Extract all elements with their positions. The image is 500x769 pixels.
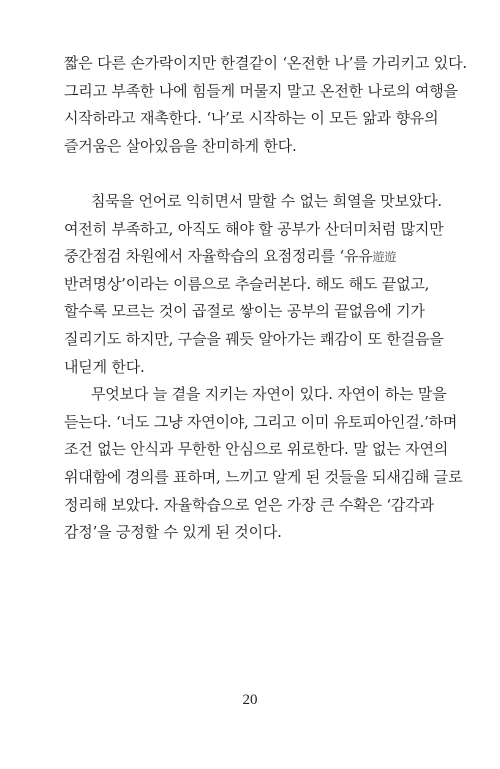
paragraph-3 [64, 381, 463, 547]
text-line: 무엇보다 늘 곁을 지키는 자연이 있다. 자연이 하는 말을 [91, 385, 447, 404]
text-line: 짧은 다른 손가락이지만 한결같이 ‘온전한 나’를 가리키고 있다. [64, 54, 467, 72]
text-line: 할수록 모르는 것이 곱절로 쌓이는 공부의 끝없음에 기가 [64, 302, 425, 321]
text-line: 내딛게 한다. [64, 357, 145, 376]
text-line: 침묵을 언어로 익히면서 말할 수 없는 희열을 맛보았다. [91, 191, 442, 210]
text-line: 위대함에 경의를 표하며, 느끼고 알게 된 것들을 되새김해 글로 [64, 467, 463, 486]
text-line [64, 243, 436, 271]
text-line: 그리고 부족한 나에 힘들게 머물지 말고 온전한 나로의 여행을 [64, 81, 458, 100]
text-line: 감정’을 긍정할 수 있게 된 것이다. [64, 523, 282, 542]
text-line: 반려명상’이라는 이름으로 추슬러본다. 해도 해도 끝없고, [64, 274, 430, 293]
paragraph-1 [64, 50, 467, 160]
text-line: 정리해 보았다. 자율학습으로 얻은 가장 큰 수확은 ‘감각과 [64, 495, 434, 514]
text-line: 시작하라고 재촉한다. ‘나’로 시작하는 이 모든 앎과 향유의 [64, 109, 439, 128]
text-line: 질리기도 하지만, 구슬을 꿰듯 알아가는 쾌감이 또 한걸음을 [64, 329, 444, 348]
text-line: 조건 없는 안식과 무한한 안심으로 위로한다. 말 없는 자연의 [64, 440, 449, 459]
hanja-annotation: 遊遊 [372, 250, 397, 265]
body-text [64, 50, 467, 547]
paragraph-gap [64, 160, 436, 188]
text-line: 즐거움은 살아있음을 찬미하게 한다. [64, 136, 297, 155]
text-line: 여전히 부족하고, 아직도 해야 할 공부가 산더미처럼 많지만 [64, 219, 444, 238]
page-number: 20 [242, 692, 258, 708]
text-line: 듣는다. ‘너도 그냥 자연이야, 그리고 이미 유토피아인걸.’하며 [64, 412, 458, 431]
paragraph-2 [64, 188, 444, 381]
text-segment: 중간점검 차원에서 자율학습의 요점정리를 ‘유유 [64, 247, 373, 266]
